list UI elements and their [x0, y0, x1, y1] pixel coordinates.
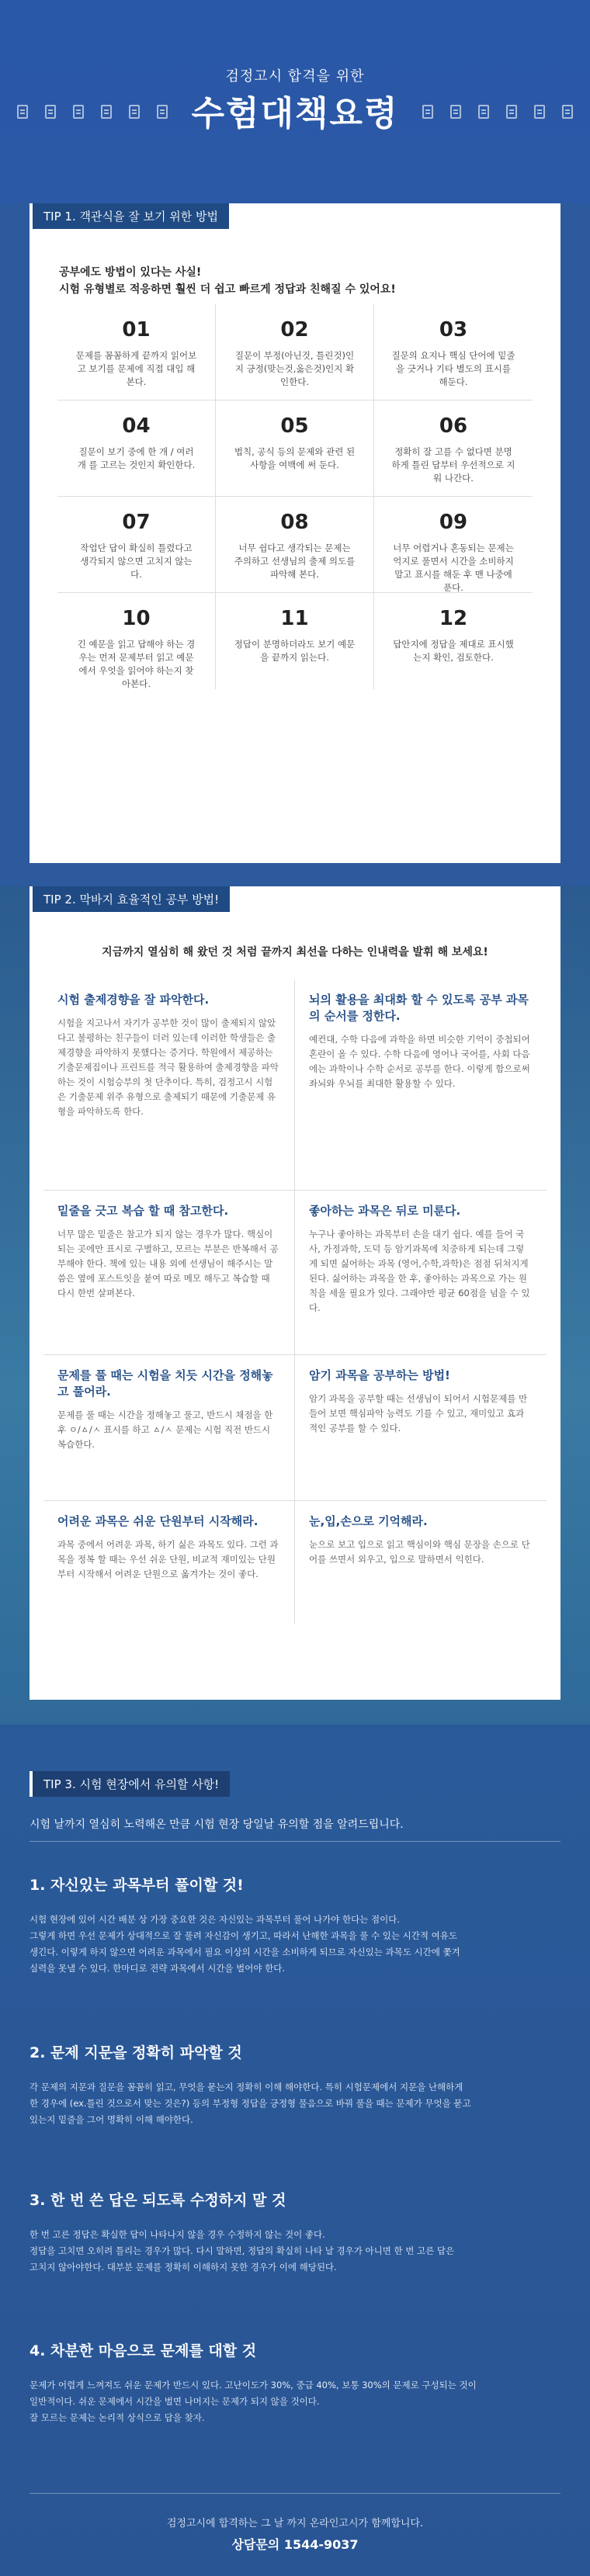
tip3-item-line: 생긴다. 이렇게 하지 않으면 어려운 과목에서 필요 이상의 시간을 소비하게 되므로 자신있는 과목도 시간에 쫓겨 [30, 1947, 460, 1957]
tip3-item-line: 실력을 못낼 수 있다. 한마디로 전략 과목에서 시간을 벌어야 한다. [30, 1963, 286, 1974]
tip2-item-text: 암기 과목을 공부할 때는 선생님이 되어서 시험문제를 만들어 보면 핵심파악 능력도 기를 수 있고, 재미있고 효과적인 공부를 할 수 있다. [309, 1393, 528, 1434]
tip1-item-text: 질문의 요지나 핵심 단어에 밑줄을 긋거나 기타 별도의 표시를 해둔다. [391, 350, 515, 387]
tip1-item-number: 10 [122, 607, 151, 630]
tip2-item [295, 1501, 547, 1624]
book-icon [422, 105, 433, 119]
header-pretitle: 검정고시 합격을 위한 [225, 68, 365, 85]
tip2-item-title: 눈,입,손으로 기억해라. [309, 1514, 428, 1528]
tip1-item-number: 05 [280, 414, 309, 438]
tip3-item [30, 2339, 560, 2426]
tip1-item-text: 정답이 분명하더라도 보기 예문을 끝까지 읽는다. [234, 639, 356, 663]
tip1-item [57, 497, 216, 593]
document-icon [478, 105, 489, 119]
tip2-section [0, 886, 590, 1725]
tip2-item [295, 979, 547, 1191]
tip1-item [216, 304, 374, 400]
tip3-item-text [30, 2377, 560, 2426]
tip3-item-title: 3. 한 번 쓴 답은 되도록 수정하지 말 것 [30, 2192, 286, 2209]
tip3-item-title: 1. 자신있는 과목부터 풀이할 것! [30, 1877, 244, 1894]
tip2-item [43, 979, 295, 1191]
tip3-item-line: 시험 현장에 있어 시간 배분 상 가장 중요한 것은 자신있는 과목부터 풀어 나가야 한다는 점이다. [30, 1914, 400, 1925]
tip2-item-text: 너무 많은 밑줄은 참고가 되지 않는 경우가 많다. 핵심이 되는 곳에만 표시로 구별하고, 모르는 부분은 반복해서 공부해야 한다. 책에 있는 내용 외에 선생님이 해주시는 말씀은 옆에 포스트잇을 붙여 따로 메모 해두고 복습할 때 다시 한번 살펴본다. [57, 1229, 279, 1298]
tip1-item [216, 400, 374, 497]
ruler-icon [534, 105, 545, 119]
tip1-item-number: 09 [439, 511, 468, 534]
tip1-item [374, 304, 533, 400]
tip1-card [30, 203, 560, 863]
tip3-item-line: 각 문제의 지문과 질문을 꼼꼼히 읽고, 무엇을 묻는지 정확히 이해 해야한다. 특히 시험문제에서 지문을 난해하게 [30, 2082, 463, 2092]
tip2-item-text: 시험을 지고나서 자기가 공부한 것이 많이 출제되지 않았다고 불평하는 친구들이 더러 있는데 이러한 학생들은 출제경향을 파악하지 못했다는 증거다. 학원에서 제공하는 기출문제집이나 프린트를 적극 활용하여 출제경향을 파악하는 것이 시험승부의 첫 단추이다. 특히, 검정고시 시험은 기출문제 위주 유형으로 출제되기 때문에 기출문제 유형을 파악하도록 한다. [57, 1018, 279, 1117]
tip2-item-title: 문제를 풀 때는 시험을 치듯 시간을 정해놓고 풀어라. [57, 1368, 273, 1399]
tip2-item-text: 예컨대, 수학 다음에 과학을 하면 비슷한 기억이 중첩되어 혼란이 올 수 있다. 수학 다음에 영어나 국어를, 사회 다음에는 과학이나 수학 순서로 공부를 한다. 이렇게 함으로써 좌뇌와 우뇌를 최대한 활용할 수 있다. [309, 1034, 530, 1089]
tip1-item-text: 너무 어렵거나 혼동되는 문제는 억지로 풀면서 시간을 소비하지 말고 표시를 해둔 후 맨 나중에 푼다. [393, 543, 514, 593]
paper-icon [562, 105, 573, 119]
tip1-item-text: 답안지에 정답을 제대로 표시했는지 확인, 검토한다. [393, 639, 514, 663]
tip1-section [0, 203, 590, 886]
tip1-item [216, 593, 374, 689]
tip1-item [374, 400, 533, 497]
tip3-intro: 시험 날까지 열심히 노력해온 만큼 시험 현장 당일날 유의할 점을 알려드립니다. [30, 1818, 404, 1831]
tip3-item [30, 1874, 560, 1977]
tip1-item-number: 11 [280, 607, 309, 630]
tip1-item-number: 07 [122, 511, 151, 534]
tip2-item-text: 누구나 좋아하는 과목부터 손을 대기 쉽다. 예를 들어 국사, 가정과학, 도덕 등 암기과목에 치중하게 되는데 그렇게 되면 싫어하는 과목 (영어,수학,과학)은 점점 뒤쳐지게 된다. 싫어하는 과목을 한 후, 좋아하는 과목으로 가는 원칙을 세울 필요가 있다. 그래야만 평균 60점을 넘을 수 있다. [309, 1229, 530, 1313]
tip1-item-number: 06 [439, 414, 468, 438]
tip3-item-text [30, 2079, 560, 2128]
tip2-item [43, 1355, 295, 1501]
tip2-label: TIP 2. 막바지 효율적인 공부 방법! [30, 886, 230, 912]
tip1-item-text: 질문이 부정(아닌것, 틀린것)인지 긍정(맞는것,옳은것)인지 확인한다. [234, 350, 355, 387]
tip2-item-text: 과목 중에서 어려운 과목, 하기 싫은 과목도 있다. 그런 과목을 정복 할 때는 우선 쉬운 단원, 비교적 재미있는 단원부터 시작해서 어려운 단원으로 옮겨가는 것이 좋다. [57, 1539, 279, 1579]
tip1-intro-line2: 시험 유형별로 적응하면 훨씬 더 쉽고 빠르게 정답과 친해질 수 있어요! [59, 283, 396, 296]
tip3-item-text [30, 2227, 560, 2276]
tip1-item [374, 497, 533, 593]
tip3-item-title: 4. 차분한 마음으로 문제를 대할 것 [30, 2342, 257, 2359]
tip3-item-line: 정답을 고치면 오히려 틀리는 경우가 많다. 다시 말하면, 정답의 확실히 나타 날 경우가 아니면 한 번 고른 답은 [30, 2245, 455, 2256]
tip1-grid [57, 304, 533, 689]
tip2-item-text: 문제를 풀 때는 시간을 정해놓고 풀고, 반드시 채점을 한 후 ㅇ/ㅿ/ㅅ 표시를 하고 ㅿ/ㅅ 문제는 시험 직전 반드시 복습한다. [57, 1409, 273, 1450]
tip2-item-title: 암기 과목을 공부하는 방법! [309, 1368, 450, 1382]
calculator-icon [450, 105, 461, 119]
tip1-item-text: 긴 예문을 읽고 답해야 하는 경우는 먼저 문제부터 읽고 예문에서 우엇을 읽어야 하는지 찾아본다. [77, 639, 196, 689]
tip3-label: TIP 3. 시험 현장에서 유의할 사항! [30, 1771, 230, 1797]
page-title: 수험대책요령 [191, 94, 399, 133]
tip1-item [57, 304, 216, 400]
tip3-item-line: 있는지 밑줄을 그어 명확히 이해 해야한다. [30, 2114, 193, 2125]
tip1-item-number: 03 [439, 318, 468, 342]
divider [30, 2493, 560, 2494]
tip3-section [0, 1725, 590, 2576]
tip3-item-line: 일반적이다. 쉬운 문제에서 시간을 벌면 나머지는 문제가 되지 않을 것이다. [30, 2396, 320, 2407]
tip1-item-number: 01 [122, 318, 151, 342]
tip3-item [30, 2041, 560, 2128]
tip1-item [57, 593, 216, 689]
tip1-item-text: 작업단 답이 확실히 틀렸다고 생각되지 않으면 고치지 않는다. [80, 543, 193, 580]
tip2-item-title: 시험 출제경향을 잘 파악한다. [57, 993, 210, 1007]
tip1-item-text: 질문이 보기 중에 한 개 / 여러개 를 고르는 것인지 확인한다. [77, 446, 196, 470]
tip1-item-text: 너무 쉽다고 생각되는 문제는 주의하고 선생님의 출제 의도를 파악해 본다. [234, 543, 356, 580]
tip2-item-title: 어려운 과목은 쉬운 단원부터 시작해라. [57, 1514, 259, 1528]
tip2-item [295, 1191, 547, 1355]
tip3-item-line: 고치지 않아야한다. 대부분 문제를 정확히 이해하지 못한 경우가 이에 해당된다. [30, 2262, 337, 2273]
tip1-label: TIP 1. 객관식을 잘 보기 위한 방법 [30, 203, 229, 229]
tip1-item-number: 08 [280, 511, 309, 534]
tip2-item [43, 1501, 295, 1624]
tip2-item [43, 1191, 295, 1355]
footer-contact[interactable]: 상담문의 1544-9037 [231, 2537, 359, 2552]
tip1-intro-line1: 공부에도 방법이 있다는 사실! [59, 266, 202, 279]
tip1-item-text: 정확히 잘 고를 수 없다면 분명하게 틀린 답부터 우선적으로 지워 나간다. [391, 446, 515, 484]
tip2-intro: 지금까지 열심히 해 왔던 것 처럼 끝까지 최선을 다하는 인내력을 발휘 해 보세요! [102, 946, 488, 959]
tip2-item-title: 뇌의 활용을 최대화 할 수 있도록 공부 과목의 순서를 정한다. [309, 993, 529, 1023]
tip2-card [30, 886, 560, 1700]
tip3-item-text [30, 1912, 560, 1977]
tip3-item-line: 한 경우에 (ex.틀린 것으로서 맞는 것은?) 등의 부정형 정답을 긍정형 물음으로 바꿔 풀을 때는 문제가 무엇을 묻고 [30, 2098, 471, 2109]
tip2-item-text: 눈으로 보고 입으로 읽고 핵심이와 핵심 문장을 손으로 단어를 쓰면서 외우고, 입으로 말하면서 익힌다. [309, 1539, 530, 1565]
notebook-icon [506, 105, 517, 119]
tip1-item-number: 12 [439, 607, 468, 630]
tip2-grid [43, 979, 547, 1624]
tip3-item-line: 문제가 어렵게 느껴져도 쉬운 문제가 반드시 있다. 고난이도가 30%, 중급 40%, 보통 30%의 문제로 구성되는 것이 [30, 2380, 477, 2391]
tip2-item-title: 좋아하는 과목은 뒤로 미룬다. [309, 1204, 461, 1218]
tip1-intro [59, 264, 533, 298]
footer-message: 검정고시에 합격하는 그 날 까지 온라인고시가 함께합니다. [166, 2518, 424, 2529]
tip3-item-line: 한 번 고른 정답은 확실한 답이 나타나지 않을 경우 수정하지 않는 것이 좋다. [30, 2229, 325, 2240]
tip1-item-text: 법칙, 공식 등의 문제와 관련 된 사항을 여백에 써 둔다. [234, 446, 356, 470]
tip1-item [57, 400, 216, 497]
tip3-item-title: 2. 문제 지문을 정확히 파악할 것 [30, 2044, 242, 2061]
decorative-icons-right [422, 105, 573, 119]
tip1-item-text: 문제를 꼼꼼하게 끝까지 읽어보고 보기를 문제에 직접 대입 해 본다. [75, 350, 197, 387]
page-header [0, 0, 590, 203]
tip2-item [295, 1355, 547, 1501]
divider [30, 1841, 560, 1842]
tip2-item-title: 밑줄을 긋고 복습 할 때 참고한다. [57, 1204, 229, 1218]
tip3-item-line: 잘 모르는 문제는 논리적 상식으로 답을 찾자. [30, 2412, 205, 2423]
tip3-item [30, 2189, 560, 2276]
tip1-item-number: 02 [280, 318, 309, 342]
tip3-item-line: 그렇게 하면 우선 문제가 상대적으로 잘 풀려 자신감이 생기고, 따라서 난해한 과목을 풀 수 있는 시간적 여유도 [30, 1930, 457, 1941]
tip1-item [374, 593, 533, 689]
tip1-item-number: 04 [122, 414, 151, 438]
tip1-item [216, 497, 374, 593]
